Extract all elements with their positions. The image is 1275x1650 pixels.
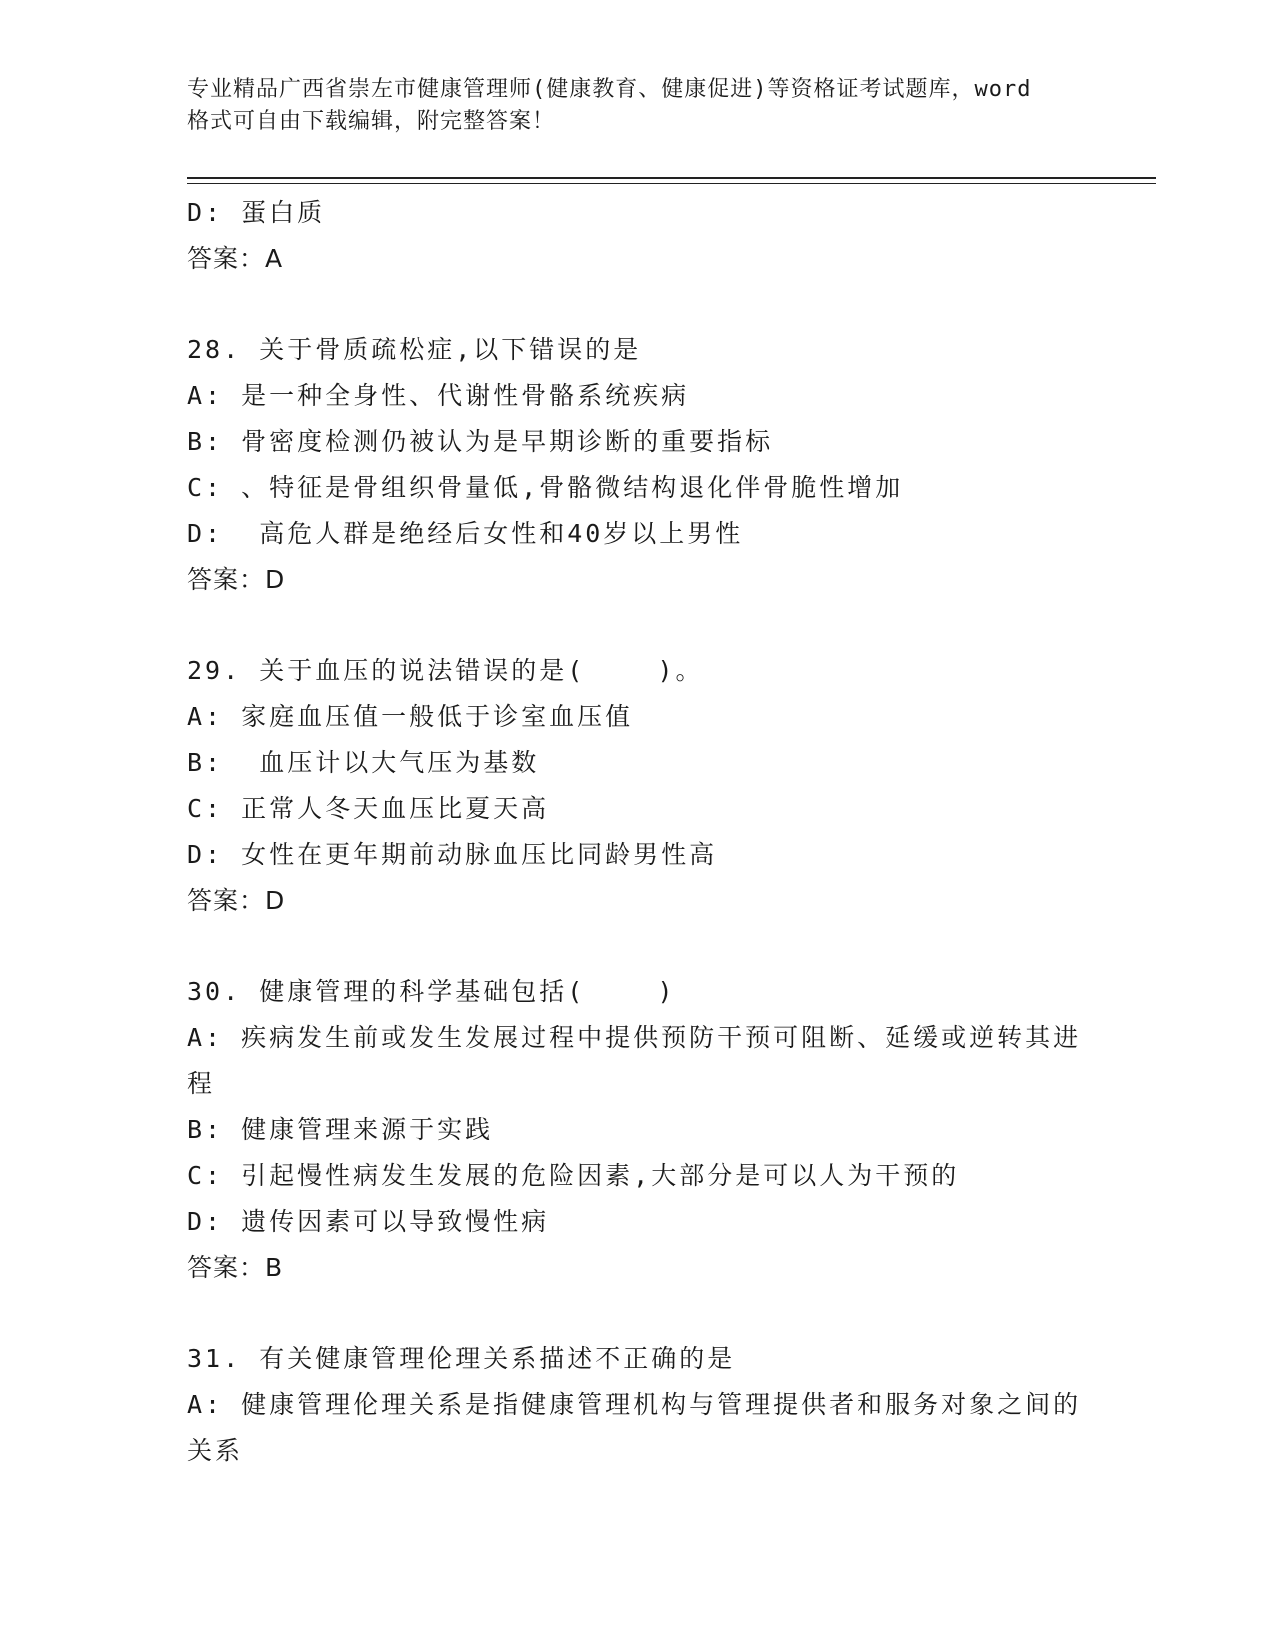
question-stem: 31. 有关健康管理伦理关系描述不正确的是	[187, 1344, 736, 1373]
question-stem: 30. 健康管理的科学基础包括( )	[187, 977, 676, 1006]
answer: 答案：D	[187, 886, 286, 915]
prev-option-d: D: 蛋白质	[187, 198, 326, 227]
option-a: A: 家庭血压值一般低于诊室血压值	[187, 702, 634, 731]
option-b: B: 骨密度检测仍被认为是早期诊断的重要指标	[187, 427, 774, 456]
option-c: C: 正常人冬天血压比夏天高	[187, 794, 550, 823]
option-c: C: 、特征是骨组织骨量低,骨骼微结构退化伴骨脆性增加	[187, 473, 904, 502]
answer: 答案：D	[187, 565, 286, 594]
option-d: D: 女性在更年期前动脉血压比同龄男性高	[187, 840, 718, 869]
header-rule-thick	[187, 177, 1156, 179]
option-d: D: 遗传因素可以导致慢性病	[187, 1207, 550, 1236]
option-a: A: 疾病发生前或发生发展过程中提供预防干预可阻断、延缓或逆转其进程	[187, 1023, 1082, 1098]
question-stem: 29. 关于血压的说法错误的是( )。	[187, 656, 704, 685]
option-d: D: 高危人群是绝经后女性和40岁以上男性	[187, 519, 744, 548]
header-line-2: 格式可自由下载编辑，附完整答案！	[187, 109, 556, 134]
question-list	[187, 190, 1087, 1474]
header-line-1: 专业精品广西省崇左市健康管理师(健康教育、健康促进)等资格证考试题库，word	[187, 77, 1032, 102]
question-stem: 28. 关于骨质疏松症,以下错误的是	[187, 335, 642, 364]
prev-answer: 答案：A	[187, 244, 284, 273]
header-rule-thin	[187, 183, 1156, 184]
question-30	[187, 969, 1087, 1291]
answer: 答案：B	[187, 1253, 284, 1282]
question-28	[187, 327, 1087, 603]
question-29	[187, 648, 1087, 924]
option-a: A: 健康管理伦理关系是指健康管理机构与管理提供者和服务对象之间的关系	[187, 1390, 1082, 1465]
page-header	[187, 74, 1087, 138]
option-a: A: 是一种全身性、代谢性骨骼系统疾病	[187, 381, 690, 410]
option-b: B: 健康管理来源于实践	[187, 1115, 494, 1144]
question-31	[187, 1336, 1087, 1474]
option-b: B: 血压计以大气压为基数	[187, 748, 540, 777]
option-c: C: 引起慢性病发生发展的危险因素,大部分是可以人为干预的	[187, 1161, 960, 1190]
